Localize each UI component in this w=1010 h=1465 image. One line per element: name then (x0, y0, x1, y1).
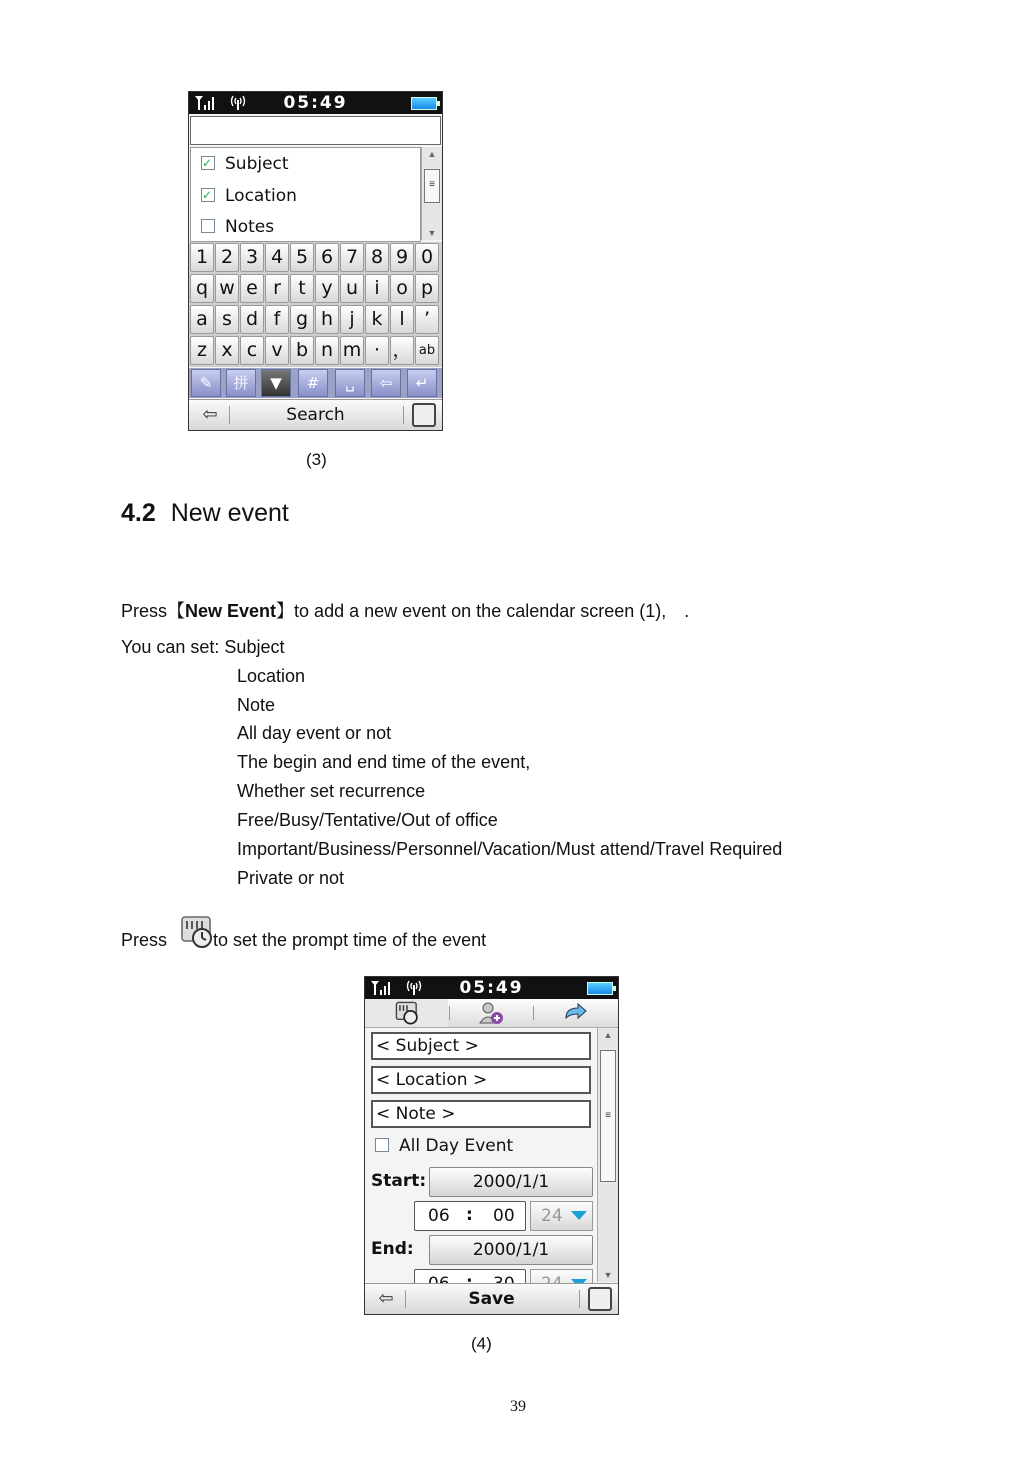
settings-item: Note (237, 695, 276, 715)
scroll-up-icon[interactable]: ▲ (427, 149, 437, 159)
pinyin-input-icon[interactable]: 拼 (226, 369, 256, 397)
settings-item: Location (237, 666, 306, 686)
divider (405, 1290, 406, 1308)
key[interactable]: q (190, 274, 214, 303)
divider (579, 1290, 580, 1308)
recurrence-icon (562, 1002, 590, 1024)
keyboard-row-digits (189, 242, 442, 273)
phone-screenshot-search (188, 91, 443, 431)
checkbox-checked[interactable] (201, 188, 215, 202)
settings-item: Important/Business/Personnel/Vacation/Must attend/Travel Required (237, 839, 783, 859)
field-option-location[interactable] (201, 184, 297, 208)
figure-caption: (3) (306, 450, 327, 469)
section-title: New event (170, 499, 289, 527)
clock-time: 05:49 (283, 93, 348, 113)
key[interactable]: 7 (340, 243, 364, 272)
keyboard-row-qwerty (189, 273, 442, 304)
key[interactable]: a (190, 305, 214, 334)
keyboard-row-asdf (189, 304, 442, 335)
enter-icon[interactable]: ↵ (407, 369, 437, 397)
key[interactable]: g (290, 305, 314, 334)
battery-icon (411, 97, 437, 110)
divider (403, 406, 404, 424)
start-minute[interactable]: 00 (493, 1206, 515, 1226)
back-arrow-icon[interactable]: ⇦ (202, 404, 218, 425)
prompt-suffix: to set the prompt time of the event (213, 930, 487, 950)
page-number: 39 (510, 1398, 526, 1415)
key[interactable]: p (415, 274, 439, 303)
key[interactable]: x (215, 336, 239, 365)
start-time-format-dropdown[interactable] (530, 1201, 593, 1231)
event-form (365, 1028, 596, 1282)
add-person-icon (478, 1001, 504, 1025)
key[interactable]: c (240, 336, 264, 365)
key[interactable]: k (365, 305, 389, 334)
handwriting-icon[interactable]: ✎ (191, 369, 221, 397)
key[interactable]: i (365, 274, 389, 303)
time-format-value: 24 (541, 1206, 563, 1226)
save-softkey[interactable]: Save (468, 1289, 515, 1309)
field-option-label: Notes (225, 217, 275, 237)
search-softkey[interactable]: Search (286, 405, 345, 425)
key[interactable]: 6 (315, 243, 339, 272)
key[interactable]: 9 (390, 243, 414, 272)
all-day-event-option[interactable] (375, 1136, 513, 1156)
search-input[interactable] (190, 116, 441, 145)
key[interactable]: o (390, 274, 414, 303)
tab-attendees[interactable] (450, 999, 532, 1027)
start-label: Start: (371, 1171, 427, 1191)
scroll-thumb[interactable]: ≡ (600, 1050, 616, 1182)
start-date-button[interactable]: 2000/1/1 (429, 1167, 593, 1197)
field-option-label: Location (225, 186, 297, 206)
clock-time: 05:49 (459, 978, 524, 998)
key[interactable]: · (365, 336, 389, 365)
key[interactable]: e (240, 274, 264, 303)
section-heading (121, 499, 289, 528)
tab-recurrence[interactable] (534, 999, 618, 1027)
softkey-bar (365, 1283, 618, 1314)
note-field[interactable]: < Note > (371, 1100, 591, 1128)
softkey-bar (189, 399, 442, 430)
key[interactable]: s (215, 305, 239, 334)
key[interactable]: m (340, 336, 364, 365)
key[interactable]: u (340, 274, 364, 303)
back-arrow-icon[interactable]: ⇦ (378, 1288, 394, 1309)
intro-prefix: Press (121, 601, 168, 621)
start-time-picker[interactable] (414, 1201, 526, 1231)
event-tabs (365, 999, 618, 1028)
form-scrollbar[interactable] (597, 1028, 618, 1282)
settings-lead-text: You can set: (121, 637, 225, 657)
figure-caption: (4) (471, 1334, 492, 1353)
key[interactable]: r (265, 274, 289, 303)
key[interactable]: 8 (365, 243, 389, 272)
hide-keyboard-icon[interactable]: ▼ (261, 369, 291, 397)
key[interactable]: l (390, 305, 414, 334)
key[interactable]: n (315, 336, 339, 365)
location-field[interactable]: < Location > (371, 1066, 591, 1094)
search-field-list (190, 147, 421, 242)
scroll-down-icon[interactable]: ▼ (427, 228, 437, 238)
phone-screenshot-new-event (364, 976, 619, 1315)
key[interactable]: y (315, 274, 339, 303)
key-case-toggle[interactable]: ab (415, 336, 439, 365)
divider (229, 406, 230, 424)
on-screen-keyboard (189, 242, 442, 367)
settings-item: Whether set recurrence (237, 781, 426, 801)
field-option-label: Subject (225, 154, 289, 174)
key[interactable]: 3 (240, 243, 264, 272)
home-icon[interactable] (412, 403, 436, 427)
alarm-clock-icon (180, 915, 214, 949)
scroll-down-icon[interactable]: ▼ (603, 1270, 613, 1280)
new-event-button-name: New Event (185, 601, 277, 621)
status-bar (365, 977, 618, 999)
key[interactable]: z (190, 336, 214, 365)
start-hour[interactable]: 06 (428, 1206, 450, 1226)
prompt-prefix: Press (121, 930, 168, 950)
field-option-notes[interactable] (201, 215, 274, 239)
key[interactable]: ， (390, 336, 414, 365)
key[interactable]: 0 (415, 243, 439, 272)
space-icon[interactable]: ␣ (335, 369, 365, 397)
settings-item: Private or not (237, 868, 345, 888)
symbols-icon[interactable]: # (298, 369, 328, 397)
all-day-event-label: All Day Event (399, 1136, 514, 1156)
settings-item: All day event or not (237, 723, 392, 743)
key[interactable]: 5 (290, 243, 314, 272)
keyboard-toolbar (189, 368, 442, 398)
dropdown-arrow-icon (571, 1211, 587, 1220)
alarm-clock-icon (394, 1001, 420, 1025)
battery-icon (587, 982, 613, 995)
status-bar (189, 92, 442, 114)
end-date-button[interactable]: 2000/1/1 (429, 1235, 593, 1265)
list-scrollbar[interactable] (421, 147, 442, 240)
settings-item: The begin and end time of the event, (237, 752, 531, 772)
checkbox-unchecked[interactable] (201, 219, 215, 233)
key[interactable]: v (265, 336, 289, 365)
subject-field[interactable]: < Subject > (371, 1032, 591, 1060)
field-option-subject[interactable] (201, 152, 289, 176)
home-icon[interactable] (588, 1287, 612, 1311)
key[interactable]: 2 (215, 243, 239, 272)
end-label: End: (371, 1239, 414, 1259)
scroll-up-icon[interactable]: ▲ (603, 1030, 613, 1040)
bracket: 】 (276, 601, 295, 621)
keyboard-row-zxcv (189, 335, 442, 366)
key[interactable]: b (290, 336, 314, 365)
key[interactable]: j (340, 305, 364, 334)
scroll-thumb[interactable]: ≡ (424, 169, 440, 203)
settings-item: Subject (224, 637, 285, 657)
key[interactable]: 4 (265, 243, 289, 272)
key[interactable]: 1 (190, 243, 214, 272)
intro-suffix: to add a new event on the calendar screen (1), . (294, 601, 690, 621)
key[interactable]: d (240, 305, 264, 334)
key[interactable]: ’ (415, 305, 439, 334)
bracket: 【 (167, 601, 186, 621)
checkbox-checked[interactable] (201, 156, 215, 170)
settings-item: Free/Busy/Tentative/Out of office (237, 810, 498, 830)
settings-lead (121, 637, 284, 658)
section-number: 4.2 (121, 499, 156, 527)
key[interactable]: h (315, 305, 339, 334)
time-separator: : (466, 1205, 473, 1225)
tab-alarm[interactable] (365, 999, 448, 1027)
key[interactable]: t (290, 274, 314, 303)
checkbox-unchecked[interactable] (375, 1138, 389, 1152)
key[interactable]: f (265, 305, 289, 334)
key[interactable]: w (215, 274, 239, 303)
intro-paragraph (121, 597, 689, 623)
backspace-icon[interactable]: ⇦ (371, 369, 401, 397)
